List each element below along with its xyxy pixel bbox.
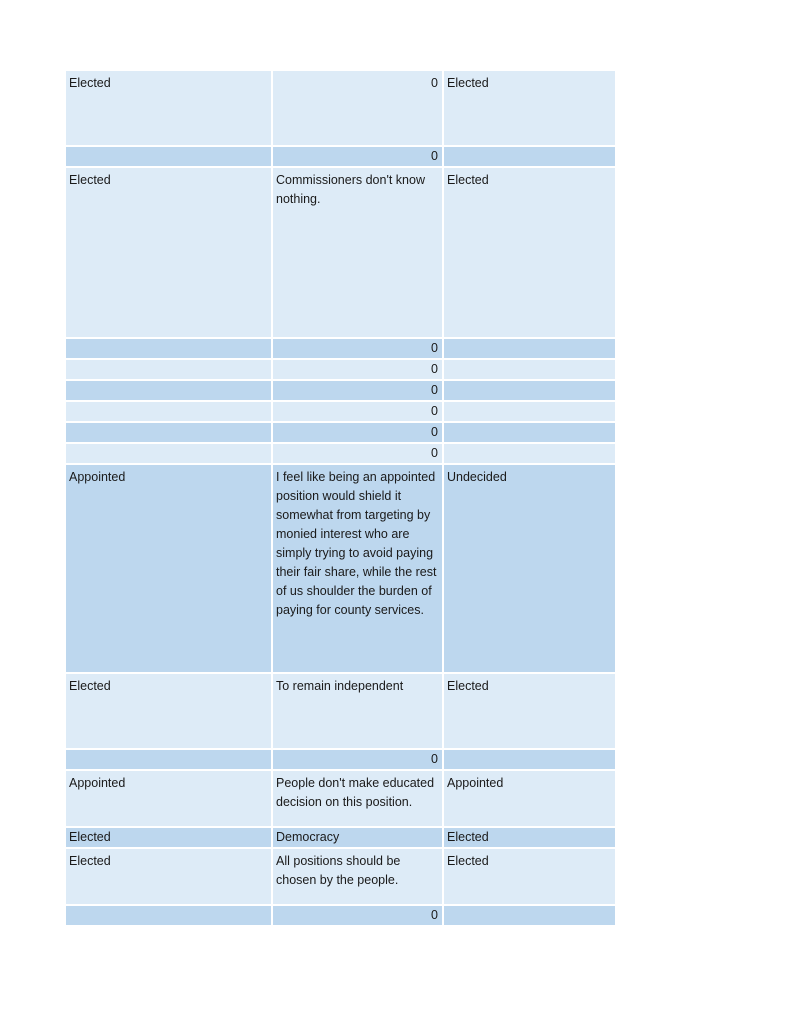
table-row [66, 423, 615, 444]
cell-preference[interactable] [66, 444, 273, 465]
table-row [66, 147, 615, 168]
cell-preference[interactable] [66, 906, 273, 927]
cell-reason[interactable]: Commissioners don't know nothing. [273, 168, 444, 339]
cell-preference[interactable]: Elected [66, 71, 273, 147]
cell-reason[interactable]: 0 [273, 423, 444, 444]
table-row [66, 360, 615, 381]
cell-vote[interactable] [444, 444, 615, 465]
cell-vote[interactable]: Undecided [444, 465, 615, 674]
cell-reason[interactable]: People don't make educated decision on this position. [273, 771, 444, 828]
cell-vote[interactable]: Elected [444, 828, 615, 849]
cell-preference[interactable] [66, 423, 273, 444]
table-row [66, 849, 615, 906]
cell-reason[interactable]: 0 [273, 381, 444, 402]
cell-vote[interactable]: Elected [444, 849, 615, 906]
cell-reason[interactable]: 0 [273, 147, 444, 168]
cell-preference[interactable]: Appointed [66, 465, 273, 674]
cell-preference[interactable]: Appointed [66, 771, 273, 828]
cell-reason[interactable]: To remain independent [273, 674, 444, 750]
table-row [66, 465, 615, 674]
table-row [66, 771, 615, 828]
cell-vote[interactable]: Appointed [444, 771, 615, 828]
cell-preference[interactable]: Elected [66, 828, 273, 849]
cell-reason[interactable]: 0 [273, 402, 444, 423]
table-row [66, 381, 615, 402]
cell-preference[interactable] [66, 402, 273, 423]
cell-reason[interactable]: All positions should be chosen by the people. [273, 849, 444, 906]
cell-vote[interactable] [444, 360, 615, 381]
table-row [66, 444, 615, 465]
cell-vote[interactable] [444, 423, 615, 444]
cell-vote[interactable] [444, 147, 615, 168]
cell-vote[interactable]: Elected [444, 674, 615, 750]
cell-preference[interactable] [66, 339, 273, 360]
cell-reason[interactable]: I feel like being an appointed position would shield it somewhat from targeting by monied interest who are simply trying to avoid paying their fair share, while the rest of us shoulder the burden of paying for county services. [273, 465, 444, 674]
cell-vote[interactable]: Elected [444, 71, 615, 147]
cell-vote[interactable]: Elected [444, 168, 615, 339]
cell-preference[interactable] [66, 360, 273, 381]
cell-reason[interactable]: 0 [273, 906, 444, 927]
cell-preference[interactable]: Elected [66, 849, 273, 906]
cell-vote[interactable] [444, 750, 615, 771]
table-row [66, 402, 615, 423]
cell-reason[interactable]: 0 [273, 71, 444, 147]
cell-preference[interactable] [66, 147, 273, 168]
cell-preference[interactable] [66, 750, 273, 771]
cell-reason[interactable]: 0 [273, 444, 444, 465]
cell-reason[interactable]: 0 [273, 360, 444, 381]
table-row [66, 339, 615, 360]
cell-vote[interactable] [444, 381, 615, 402]
cell-vote[interactable] [444, 906, 615, 927]
cell-vote[interactable] [444, 402, 615, 423]
cell-preference[interactable]: Elected [66, 674, 273, 750]
cell-reason[interactable]: 0 [273, 339, 444, 360]
cell-preference[interactable]: Elected [66, 168, 273, 339]
table-row [66, 168, 615, 339]
cell-reason[interactable]: 0 [273, 750, 444, 771]
table-row [66, 828, 615, 849]
survey-responses-table [66, 71, 615, 927]
cell-reason[interactable]: Democracy [273, 828, 444, 849]
table-row [66, 71, 615, 147]
table-row [66, 750, 615, 771]
cell-preference[interactable] [66, 381, 273, 402]
table-row [66, 906, 615, 927]
cell-vote[interactable] [444, 339, 615, 360]
table-row [66, 674, 615, 750]
